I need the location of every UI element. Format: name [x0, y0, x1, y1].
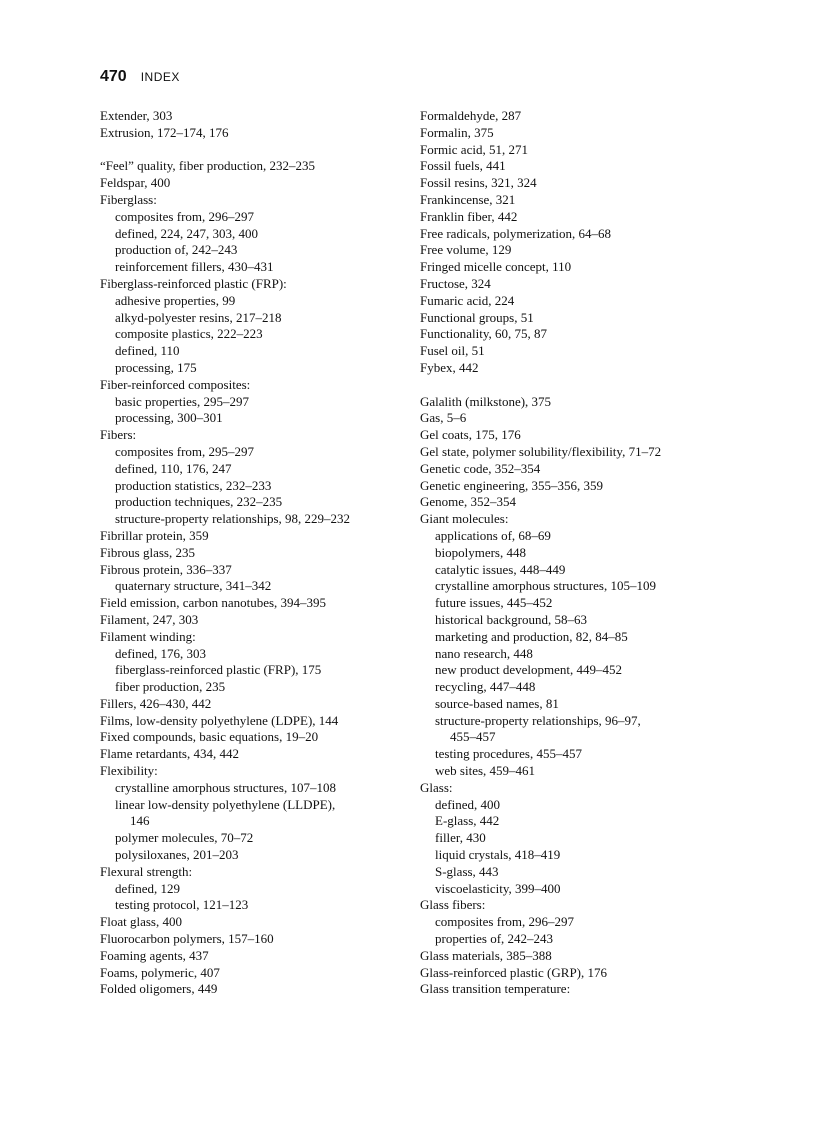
- index-entry: Fibrous protein, 336–337: [100, 561, 232, 577]
- index-subentry: E-glass, 442: [435, 813, 500, 829]
- index-column-left: [100, 108, 418, 998]
- index-subentry: processing, 300–301: [115, 410, 223, 426]
- index-entry: Filament, 247, 303: [100, 611, 199, 627]
- index-entry: Glass fibers:: [420, 897, 486, 913]
- index-subentry: reinforcement fillers, 430–431: [115, 259, 274, 275]
- index-entry: Fiber-reinforced composites:: [100, 376, 251, 392]
- index-subentry: composites from, 296–297: [115, 208, 255, 224]
- index-continuation: 455–457: [450, 729, 496, 745]
- index-entry: Flame retardants, 434, 442: [100, 746, 239, 762]
- index-subentry: source-based names, 81: [435, 695, 559, 711]
- index-subentry: structure-property relationships, 96–97,: [435, 712, 641, 728]
- index-entry: Glass transition temperature:: [420, 981, 571, 997]
- page-header: [100, 68, 180, 86]
- index-entry: Free radicals, polymerization, 64–68: [420, 225, 611, 241]
- index-entry: Fructose, 324: [420, 275, 491, 291]
- index-subentry: marketing and production, 82, 84–85: [435, 628, 628, 644]
- index-entry: Foaming agents, 437: [100, 947, 209, 963]
- index-column-right: [420, 108, 738, 998]
- index-entry: Extender, 303: [100, 108, 173, 123]
- index-subentry: testing procedures, 455–457: [435, 746, 582, 762]
- index-subentry: nano research, 448: [435, 645, 533, 661]
- index-entry: Formaldehyde, 287: [420, 108, 522, 123]
- index-entry: “Feel” quality, fiber production, 232–235: [100, 158, 316, 174]
- index-subentry: future issues, 445–452: [435, 595, 553, 611]
- index-subentry: defined, 224, 247, 303, 400: [115, 225, 258, 241]
- index-entry: Glass materials, 385–388: [420, 947, 552, 963]
- index-subentry: fiber production, 235: [115, 679, 226, 695]
- index-entry: Films, low-density polyethylene (LDPE), 144: [100, 712, 339, 728]
- index-entry: Gel coats, 175, 176: [420, 427, 521, 443]
- index-entry: Genetic engineering, 355–356, 359: [420, 477, 604, 493]
- index-entry: Flexural strength:: [100, 863, 193, 879]
- index-subentry: historical background, 58–63: [435, 611, 587, 627]
- index-subentry: polymer molecules, 70–72: [115, 830, 254, 846]
- index-subentry: viscoelasticity, 399–400: [435, 880, 561, 896]
- index-entry: Frankincense, 321: [420, 191, 516, 207]
- index-subentry: applications of, 68–69: [435, 527, 551, 543]
- index-subentry: testing protocol, 121–123: [115, 897, 249, 913]
- index-subentry: structure-property relationships, 98, 229–232: [115, 511, 351, 527]
- index-entry: Float glass, 400: [100, 914, 182, 930]
- index-entry: Formalin, 375: [420, 124, 494, 140]
- index-subentry: S-glass, 443: [435, 863, 499, 879]
- index-subentry: composite plastics, 222–223: [115, 326, 263, 342]
- index-subentry: new product development, 449–452: [435, 662, 623, 678]
- index-subentry: filler, 430: [435, 830, 486, 846]
- index-entry: Fibers:: [100, 427, 137, 443]
- index-subentry: quaternary structure, 341–342: [115, 578, 272, 594]
- index-entry: Fusel oil, 51: [420, 343, 485, 359]
- index-entry: Fossil resins, 321, 324: [420, 175, 537, 191]
- index-entry: Fibrous glass, 235: [100, 544, 195, 560]
- index-entry: Free volume, 129: [420, 242, 512, 258]
- index-entry: Fiberglass-reinforced plastic (FRP):: [100, 275, 287, 291]
- index-subentry: defined, 400: [435, 796, 500, 812]
- index-subentry: web sites, 459–461: [435, 763, 536, 779]
- index-entry: Formic acid, 51, 271: [420, 141, 528, 157]
- index-entry: Gel state, polymer solubility/flexibility, 71–72: [420, 443, 662, 459]
- index-subentry: processing, 175: [115, 359, 197, 375]
- index-entry: Glass:: [420, 779, 453, 795]
- index-continuation: 146: [130, 813, 150, 829]
- index-entry: Folded oligomers, 449: [100, 981, 218, 997]
- index-entry: Fluorocarbon polymers, 157–160: [100, 931, 274, 947]
- index-entry: Giant molecules:: [420, 511, 509, 527]
- section-gap: [420, 377, 738, 394]
- index-subentry: defined, 110, 176, 247: [115, 460, 232, 476]
- index-entry: Fillers, 426–430, 442: [100, 695, 212, 711]
- index-entry: Gas, 5–6: [420, 410, 467, 426]
- index-subentry: production of, 242–243: [115, 242, 238, 258]
- index-entry: Galalith (milkstone), 375: [420, 393, 552, 409]
- index-subentry: composites from, 296–297: [435, 914, 575, 930]
- index-subentry: fiberglass-reinforced plastic (FRP), 175: [115, 662, 322, 678]
- index-entry: Field emission, carbon nanotubes, 394–395: [100, 595, 327, 611]
- index-subentry: recycling, 447–448: [435, 679, 536, 695]
- index-subentry: defined, 110: [115, 343, 180, 359]
- index-entry: Functionality, 60, 75, 87: [420, 326, 547, 342]
- running-head: INDEX: [140, 70, 180, 84]
- index-entry: Genetic code, 352–354: [420, 460, 541, 476]
- index-entry: Fossil fuels, 441: [420, 158, 506, 174]
- page-number: 470: [100, 68, 127, 85]
- index-subentry: defined, 176, 303: [115, 645, 206, 661]
- index-subentry: crystalline amorphous structures, 107–108: [115, 779, 336, 795]
- index-subentry: biopolymers, 448: [435, 544, 526, 560]
- index-entry: Franklin fiber, 442: [420, 208, 518, 224]
- index-subentry: liquid crystals, 418–419: [435, 847, 561, 863]
- index-entry: Glass-reinforced plastic (GRP), 176: [420, 964, 608, 980]
- index-subentry: production statistics, 232–233: [115, 477, 272, 493]
- index-entry: Fumaric acid, 224: [420, 292, 515, 308]
- index-subentry: crystalline amorphous structures, 105–109: [435, 578, 656, 594]
- index-subentry: polysiloxanes, 201–203: [115, 847, 239, 863]
- index-entry: Filament winding:: [100, 628, 196, 644]
- section-gap: [100, 142, 418, 159]
- index-subentry: linear low-density polyethylene (LLDPE),: [115, 796, 336, 812]
- index-entry: Extrusion, 172–174, 176: [100, 124, 229, 140]
- index-subentry: basic properties, 295–297: [115, 393, 249, 409]
- index-subentry: production techniques, 232–235: [115, 494, 283, 510]
- index-entry: Fiberglass:: [100, 191, 157, 207]
- index-subentry: composites from, 295–297: [115, 443, 255, 459]
- index-subentry: adhesive properties, 99: [115, 292, 236, 308]
- index-subentry: alkyd-polyester resins, 217–218: [115, 309, 282, 325]
- index-subentry: defined, 129: [115, 880, 180, 896]
- index-entry: Fibrillar protein, 359: [100, 527, 209, 543]
- index-entry: Genome, 352–354: [420, 494, 517, 510]
- index-entry: Flexibility:: [100, 763, 158, 779]
- index-entry: Fybex, 442: [420, 359, 479, 375]
- index-entry: Fringed micelle concept, 110: [420, 259, 572, 275]
- index-entry: Functional groups, 51: [420, 309, 534, 325]
- index-subentry: catalytic issues, 448–449: [435, 561, 566, 577]
- index-subentry: properties of, 242–243: [435, 931, 554, 947]
- index-entry: Fixed compounds, basic equations, 19–20: [100, 729, 319, 745]
- index-entry: Foams, polymeric, 407: [100, 964, 220, 980]
- index-entry: Feldspar, 400: [100, 175, 171, 191]
